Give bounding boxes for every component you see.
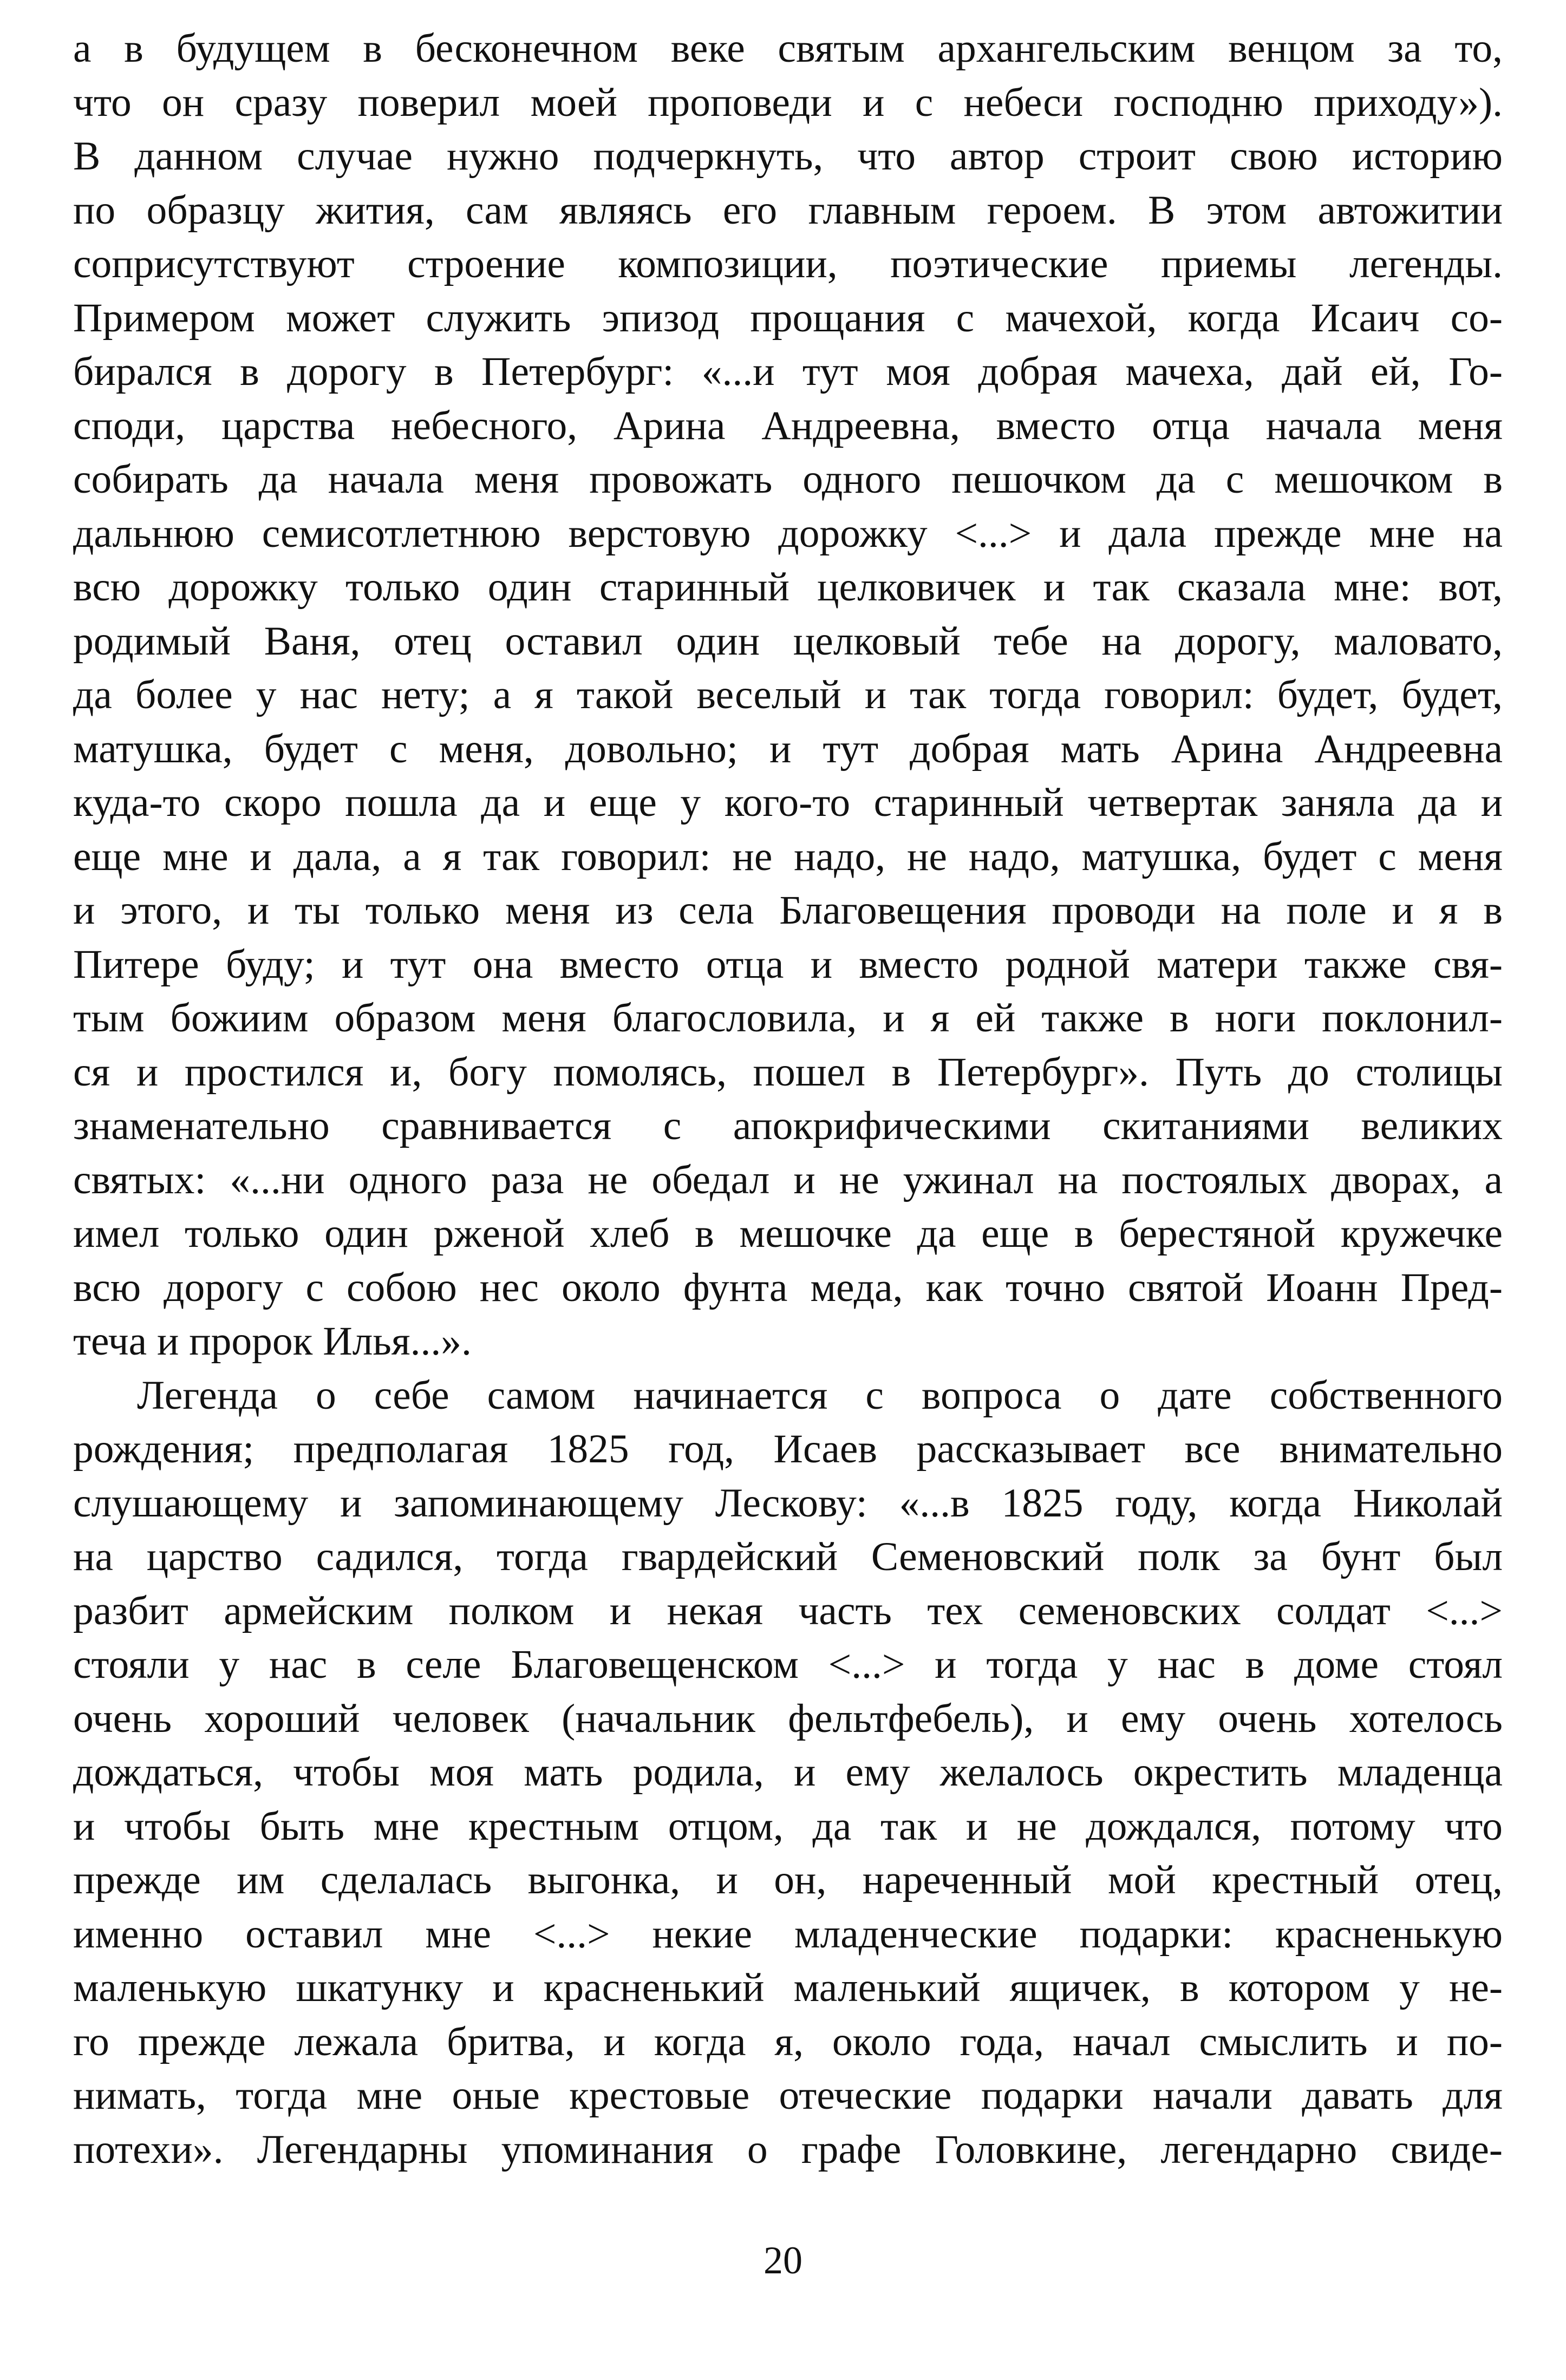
text-line: знаменательно сравнивается с апокрифическими скитаниями великих	[73, 1103, 1503, 1148]
text-line: всю дорогу с собою нес около фунта меда, как точно святой Иоанн Пред-	[73, 1265, 1503, 1310]
page-number: 20	[764, 2239, 802, 2282]
text-line: Примером может служить эпизод прощания с мачехой, когда Исаич со-	[73, 295, 1503, 341]
text-line: еще мне и дала, а я так говорил: не надо, не надо, матушка, будет с меня	[73, 834, 1503, 879]
text-line: го прежде лежала бритва, и когда я, около года, начал смыслить и по-	[73, 2019, 1503, 2064]
text-line: тым божиим образом меня благословила, и я ей также в ноги поклонил-	[73, 996, 1503, 1041]
text-line: родимый Ваня, отец оставил один целковый тебе на дорогу, маловато,	[73, 618, 1503, 664]
text-line: очень хороший человек (начальник фельтфебель), и ему очень хотелось	[73, 1696, 1503, 1741]
text-line: дождаться, чтобы моя мать родила, и ему желалось окрестить младенца	[73, 1750, 1503, 1795]
text-line: именно оставил мне <...> некие младенческие подарки: красненькую	[73, 1911, 1503, 1957]
text-line: теча и пророк Илья...».	[73, 1319, 472, 1364]
text-line: В данном случае нужно подчеркнуть, что автор строит свою историю	[73, 134, 1503, 179]
text-line: бирался в дорогу в Петербург: «...и тут моя добрая мачеха, дай ей, Го-	[73, 349, 1503, 394]
text-line: на царство садился, тогда гвардейский Семеновский полк за бунт был	[73, 1534, 1503, 1579]
paragraph	[73, 1369, 1503, 2177]
text-line: матушка, будет с меня, довольно; и тут добрая мать Арина Андреевна	[73, 726, 1503, 771]
text-line: собирать да начала меня провожать одного пешочком да с мешочком в	[73, 457, 1503, 502]
text-line: и чтобы быть мне крестным отцом, да так и не дождался, потому что	[73, 1803, 1503, 1849]
text-line: слушающему и запоминающему Лескову: «...в 1825 году, когда Николай	[73, 1480, 1503, 1526]
text-line: имел только один ржeной хлеб в мешочке да еще в берестяной кружечке	[73, 1211, 1503, 1256]
text-line: святых: «...ни одного раза не обедал и не ужинал на постоялых дворах, а	[73, 1157, 1503, 1202]
text-line: ся и простился и, богу помолясь, пошел в Петербург». Путь до столицы	[73, 1049, 1503, 1095]
text-line: нимать, тогда мне оные крестовые отеческие подарки начали давать для	[73, 2073, 1503, 2118]
text-line: споди, царства небесного, Арина Андреевна, вместо отца начала меня	[73, 403, 1503, 448]
text-line: стояли у нас в селе Благовещенском <...> и тогда у нас в доме стоял	[73, 1642, 1503, 1687]
text-line: потехи». Легендарны упоминания о графе Головкине, легендарно свиде-	[73, 2127, 1503, 2172]
text-line: всю дорожку только один старинный целковичек и так сказала мне: вот,	[73, 565, 1503, 610]
text-line: прежде им сделалась выгонка, и он, нареченный мой крестный отец,	[73, 1858, 1503, 1902]
text-line: рождения; предполагая 1825 год, Исаев рассказывает все внимательно	[73, 1427, 1503, 1472]
text-line: маленькую шкатунку и красненький маленький ящичек, в котором у не-	[73, 1965, 1503, 2010]
text-line: куда-то скоро пошла да и еще у кого-то старинный четвертак заняла да и	[73, 780, 1503, 825]
paragraphs-container	[73, 22, 1503, 2176]
text-line: Питере буду; и тут она вместо отца и вместо родной матери также свя-	[73, 941, 1503, 987]
text-line: дальнюю семисотлетнюю верстовую дорожку <...> и дала прежде мне на	[73, 511, 1503, 556]
text-line: соприсутствуют строение композиции, поэтические приемы легенды.	[73, 241, 1503, 286]
text-line: что он сразу поверил моей проповеди и с небеси господню приходу»).	[73, 80, 1503, 125]
text-line: и этого, и ты только меня из села Благовещения проводи на поле и я в	[73, 888, 1503, 933]
text-line: да более у нас нету; а я такой веселый и так тогда говорил: будет, будет,	[73, 672, 1503, 717]
text-line: разбит армейским полком и некая часть тех семеновских солдат <...>	[73, 1588, 1503, 1633]
text-line: Легенда о себе самом начинается с вопроса о дате собственного	[137, 1372, 1503, 1418]
text-line: по образцу жития, сам являясь его главным героем. В этом автожитии	[73, 187, 1503, 233]
main-text	[73, 22, 1503, 2176]
text-line: а в будущем в бесконечном веке святым архангельским венцом за то,	[73, 26, 1503, 71]
paragraph	[73, 22, 1503, 1369]
